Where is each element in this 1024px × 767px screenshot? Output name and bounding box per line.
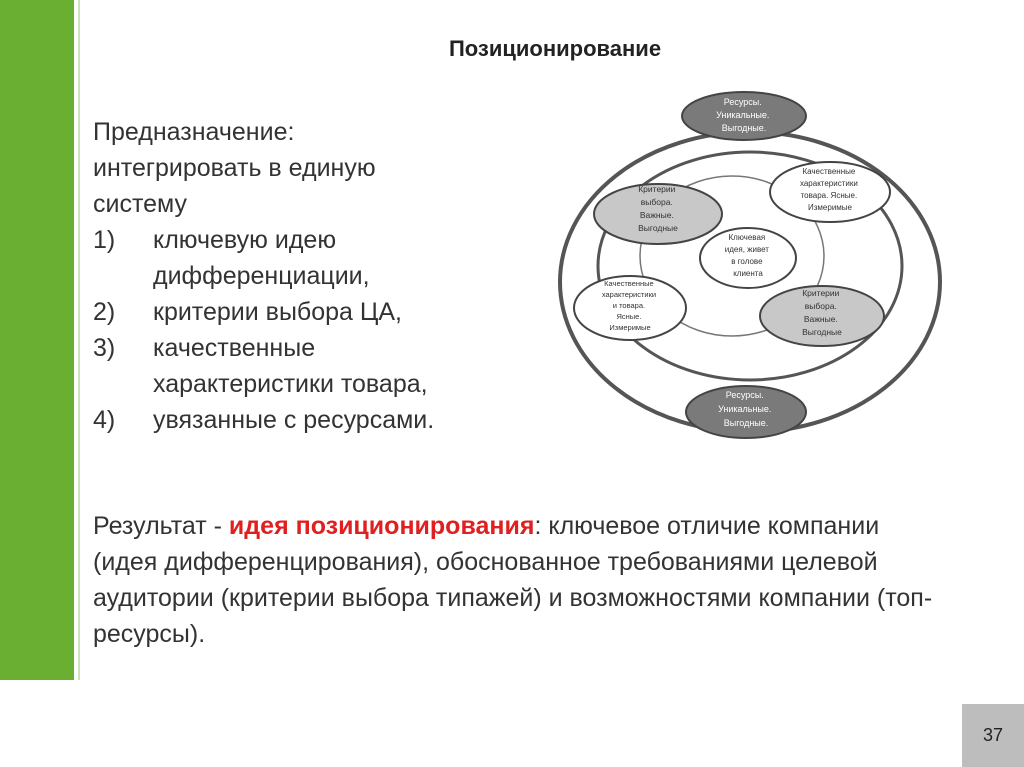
purpose-line: систему: [93, 190, 188, 218]
list-item: 3) качественные: [93, 334, 316, 362]
quality-top-label: Качественные характеристики товара. Ясные. Измеримые: [799, 167, 858, 212]
list-item-continuation: характеристики товара,: [153, 370, 428, 398]
bottom-resources-label: Ресурсы. Уникальные. Выгодные.: [718, 390, 772, 428]
result-highlight: идея позиционирования: [228, 512, 535, 540]
green-sidebar-bar: [0, 0, 74, 680]
positioning-diagram: [552, 88, 942, 448]
left-criteria-label: Критерии выбора. Важные. Выгодные: [638, 184, 678, 233]
list-item: 4) увязанные с ресурсами.: [93, 406, 435, 434]
right-criteria-label: Критерии выбора. Важные. Выгодные: [802, 288, 842, 337]
result-suffix: : ключевое отличие компании (идея дифференцирования), обоснованное требованиями целевой аудитории (критерии выбора типажей) и возможностями компании (топ-ресурсы).: [93, 512, 933, 648]
list-item: 2) критерии выбора ЦА,: [93, 298, 402, 326]
key-idea-label: Ключевая идея, живет в голове клиента: [724, 233, 769, 278]
page-number-label: 37: [982, 725, 1004, 745]
top-resources-label: Ресурсы. Уникальные. Выгодные.: [716, 97, 770, 133]
purpose-heading: Предназначение:: [93, 118, 295, 146]
page-number: [962, 704, 1024, 767]
quality-left-label: Качественные характеристики и товара. Ясные. Измеримые: [601, 279, 657, 332]
green-divider-line: [78, 0, 80, 680]
list-item: 1) ключевую идею: [93, 226, 337, 254]
purpose-text: [93, 114, 434, 438]
slide-title: Позиционирование: [448, 36, 662, 61]
list-item-continuation: дифференциации,: [153, 262, 370, 290]
result-prefix: Результат -: [93, 512, 229, 540]
purpose-line: интегрировать в единую: [93, 154, 376, 182]
result-paragraph: [93, 508, 933, 652]
